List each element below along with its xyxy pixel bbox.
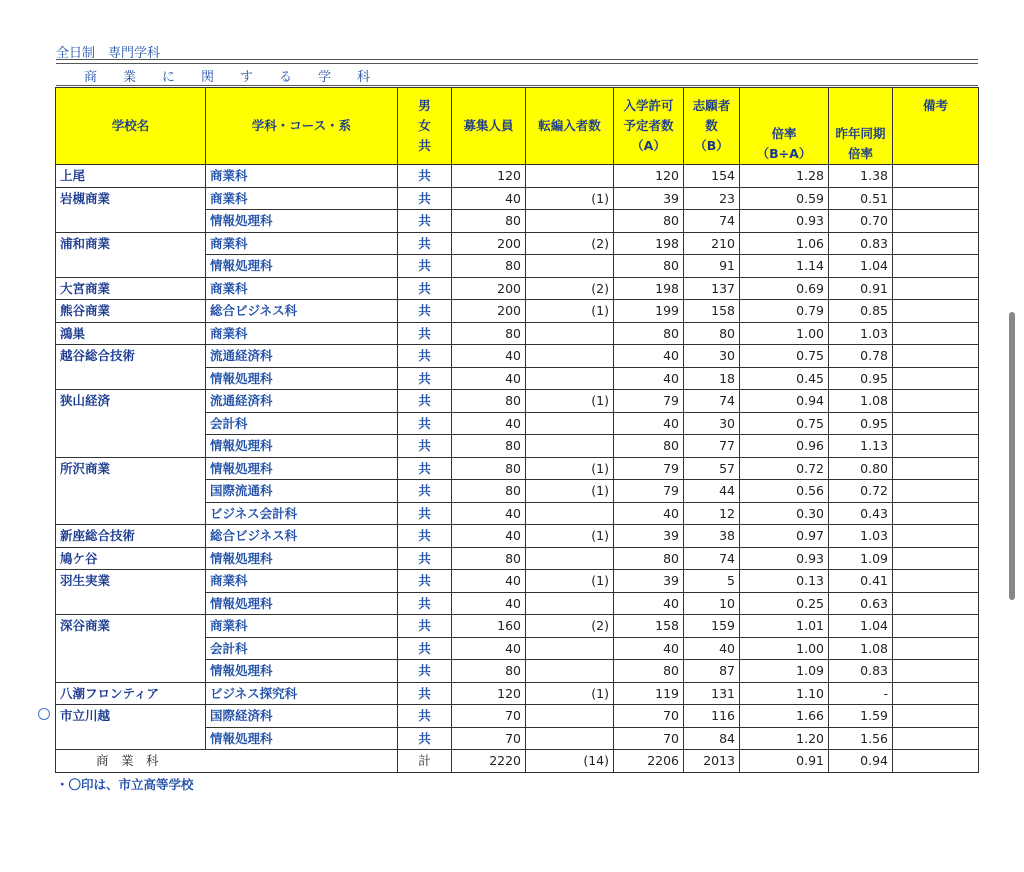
dept-cell: 会計科 — [206, 637, 398, 660]
transfer-cell — [526, 345, 614, 368]
gender-cell: 共 — [398, 637, 452, 660]
gender-cell: 共 — [398, 435, 452, 458]
ratio-cell: 1.10 — [740, 682, 829, 705]
ratio-cell: 1.66 — [740, 705, 829, 728]
gender-cell: 共 — [398, 547, 452, 570]
notes-cell — [893, 502, 979, 525]
prev-ratio-cell: 0.83 — [829, 660, 893, 683]
notes-cell — [893, 525, 979, 548]
gender-cell: 共 — [398, 480, 452, 503]
dept-cell: 流通経済科 — [206, 345, 398, 368]
ratio-cell: 0.25 — [740, 592, 829, 615]
applicants-cell: 87 — [684, 660, 740, 683]
table-row — [56, 345, 979, 368]
transfer-cell: (2) — [526, 277, 614, 300]
table-row — [56, 277, 979, 300]
prev-ratio-cell: 0.95 — [829, 367, 893, 390]
transfer-cell — [526, 322, 614, 345]
dept-cell: ビジネス探究科 — [206, 682, 398, 705]
recruit-cell: 80 — [452, 457, 526, 480]
applicants-cell: 38 — [684, 525, 740, 548]
school-name-cell: 上尾 — [56, 165, 206, 188]
transfer-cell: (1) — [526, 480, 614, 503]
recruit-cell: 120 — [452, 682, 526, 705]
notes-cell — [893, 682, 979, 705]
prev-ratio-cell: 1.56 — [829, 727, 893, 750]
notes-cell — [893, 210, 979, 233]
admit-cell: 80 — [614, 210, 684, 233]
gender-cell: 共 — [398, 525, 452, 548]
ratio-cell: 0.75 — [740, 412, 829, 435]
recruit-cell: 200 — [452, 300, 526, 323]
recruit-cell: 80 — [452, 322, 526, 345]
prev-ratio-cell: 0.95 — [829, 412, 893, 435]
col-gender-header: 男 女 共 — [398, 88, 452, 165]
admit-cell: 120 — [614, 165, 684, 188]
gender-cell: 共 — [398, 682, 452, 705]
table-row — [56, 390, 979, 413]
prev-ratio-cell: 0.85 — [829, 300, 893, 323]
admit-cell: 40 — [614, 412, 684, 435]
header-rule — [56, 59, 978, 60]
gender-cell: 共 — [398, 615, 452, 638]
gender-cell: 共 — [398, 210, 452, 233]
transfer-cell — [526, 412, 614, 435]
applicants-cell: 116 — [684, 705, 740, 728]
transfer-cell: (2) — [526, 232, 614, 255]
total-transfer: (14) — [526, 750, 614, 773]
applicants-cell: 91 — [684, 255, 740, 278]
dept-cell: 国際経済科 — [206, 705, 398, 728]
school-name-cell: 羽生実業 — [56, 570, 206, 615]
table-row — [56, 570, 979, 593]
admit-cell: 40 — [614, 592, 684, 615]
gender-cell: 共 — [398, 727, 452, 750]
gender-cell: 共 — [398, 660, 452, 683]
ratio-cell: 1.06 — [740, 232, 829, 255]
vertical-scrollbar[interactable] — [1009, 312, 1015, 600]
table-row — [56, 232, 979, 255]
gender-cell: 共 — [398, 367, 452, 390]
recruit-cell: 40 — [452, 637, 526, 660]
notes-cell — [893, 435, 979, 458]
dept-cell: 商業科 — [206, 187, 398, 210]
col-ratio-header: 倍率 （B÷A） — [740, 88, 829, 165]
gender-cell: 共 — [398, 502, 452, 525]
prev-ratio-cell: 1.08 — [829, 637, 893, 660]
notes-cell — [893, 165, 979, 188]
applicants-cell: 210 — [684, 232, 740, 255]
school-name-cell: 岩槻商業 — [56, 187, 206, 232]
applicants-cell: 154 — [684, 165, 740, 188]
dept-cell: 情報処理科 — [206, 660, 398, 683]
prev-ratio-cell: 0.72 — [829, 480, 893, 503]
gender-cell: 共 — [398, 390, 452, 413]
recruit-cell: 40 — [452, 570, 526, 593]
dept-cell: 情報処理科 — [206, 367, 398, 390]
applicants-cell: 18 — [684, 367, 740, 390]
prev-ratio-cell: 1.59 — [829, 705, 893, 728]
dept-cell: 国際流通科 — [206, 480, 398, 503]
school-name-cell: 熊谷商業 — [56, 300, 206, 323]
total-row — [56, 750, 979, 773]
table-row — [56, 615, 979, 638]
notes-cell — [893, 300, 979, 323]
notes-cell — [893, 727, 979, 750]
col-prev-header: 昨年同期 倍率 — [829, 88, 893, 165]
table-row — [56, 705, 979, 728]
ratio-cell: 1.14 — [740, 255, 829, 278]
notes-cell — [893, 322, 979, 345]
dept-cell: 情報処理科 — [206, 255, 398, 278]
recruit-cell: 40 — [452, 367, 526, 390]
notes-cell — [893, 660, 979, 683]
ratio-cell: 1.00 — [740, 322, 829, 345]
school-name-cell: 浦和商業 — [56, 232, 206, 277]
transfer-cell: (2) — [526, 615, 614, 638]
recruit-cell: 80 — [452, 660, 526, 683]
school-name-cell: 狭山経済 — [56, 390, 206, 458]
recruit-cell: 70 — [452, 705, 526, 728]
prev-ratio-cell: 1.03 — [829, 322, 893, 345]
ratio-cell: 0.75 — [740, 345, 829, 368]
applicants-cell: 74 — [684, 390, 740, 413]
gender-cell: 共 — [398, 277, 452, 300]
transfer-cell — [526, 367, 614, 390]
recruit-cell: 120 — [452, 165, 526, 188]
section-rule — [56, 85, 978, 86]
gender-cell: 共 — [398, 412, 452, 435]
recruit-cell: 80 — [452, 547, 526, 570]
transfer-cell — [526, 502, 614, 525]
transfer-cell — [526, 705, 614, 728]
school-name-cell: 新座総合技術 — [56, 525, 206, 548]
dept-cell: 情報処理科 — [206, 435, 398, 458]
prev-ratio-cell: 0.41 — [829, 570, 893, 593]
admit-cell: 198 — [614, 232, 684, 255]
applicants-cell: 158 — [684, 300, 740, 323]
gender-cell: 共 — [398, 165, 452, 188]
recruit-cell: 200 — [452, 232, 526, 255]
dept-cell: 流通経済科 — [206, 390, 398, 413]
prev-ratio-cell: 1.09 — [829, 547, 893, 570]
table-header-row — [56, 88, 979, 165]
applicants-cell: 159 — [684, 615, 740, 638]
transfer-cell — [526, 660, 614, 683]
transfer-cell: (1) — [526, 457, 614, 480]
dept-cell: 情報処理科 — [206, 727, 398, 750]
admit-cell: 40 — [614, 637, 684, 660]
prev-ratio-cell: 0.91 — [829, 277, 893, 300]
col-applicants-header: 志願者 数 （B） — [684, 88, 740, 165]
admit-cell: 80 — [614, 547, 684, 570]
admit-cell: 199 — [614, 300, 684, 323]
transfer-cell — [526, 592, 614, 615]
recruit-cell: 40 — [452, 502, 526, 525]
transfer-cell — [526, 210, 614, 233]
applicants-cell: 44 — [684, 480, 740, 503]
school-name-cell: 所沢商業 — [56, 457, 206, 525]
col-notes-header: 備考 — [893, 88, 979, 165]
ratio-cell: 0.69 — [740, 277, 829, 300]
ratio-cell: 1.00 — [740, 637, 829, 660]
table-row — [56, 165, 979, 188]
total-prev: 0.94 — [829, 750, 893, 773]
recruit-cell: 40 — [452, 187, 526, 210]
notes-cell — [893, 255, 979, 278]
prev-ratio-cell: 1.13 — [829, 435, 893, 458]
applicants-cell: 5 — [684, 570, 740, 593]
transfer-cell: (1) — [526, 300, 614, 323]
notes-cell — [893, 457, 979, 480]
transfer-cell: (1) — [526, 525, 614, 548]
total-kei: 計 — [398, 750, 452, 773]
applicants-cell: 30 — [684, 412, 740, 435]
table-row — [56, 322, 979, 345]
applicants-cell: 80 — [684, 322, 740, 345]
col-recruit-header: 募集人員 — [452, 88, 526, 165]
transfer-cell: (1) — [526, 187, 614, 210]
ratio-cell: 0.93 — [740, 547, 829, 570]
school-name-cell: 大宮商業 — [56, 277, 206, 300]
notes-cell — [893, 345, 979, 368]
ratio-cell: 0.96 — [740, 435, 829, 458]
prev-ratio-cell: 0.63 — [829, 592, 893, 615]
recruit-cell: 40 — [452, 592, 526, 615]
admit-cell: 79 — [614, 480, 684, 503]
recruit-cell: 80 — [452, 480, 526, 503]
dept-cell: 情報処理科 — [206, 592, 398, 615]
admissions-table — [55, 87, 979, 773]
applicants-cell: 84 — [684, 727, 740, 750]
applicants-cell: 74 — [684, 210, 740, 233]
prev-ratio-cell: 0.78 — [829, 345, 893, 368]
gender-cell: 共 — [398, 592, 452, 615]
total-notes — [893, 750, 979, 773]
recruit-cell: 80 — [452, 210, 526, 233]
prev-ratio-cell: - — [829, 682, 893, 705]
notes-cell — [893, 570, 979, 593]
dept-cell: 情報処理科 — [206, 457, 398, 480]
admit-cell: 39 — [614, 570, 684, 593]
table-row — [56, 187, 979, 210]
prev-ratio-cell: 0.43 — [829, 502, 893, 525]
ratio-cell: 1.01 — [740, 615, 829, 638]
school-name-cell: 鴻巣 — [56, 322, 206, 345]
dept-cell: 会計科 — [206, 412, 398, 435]
prev-ratio-cell: 1.38 — [829, 165, 893, 188]
school-name-cell: 深谷商業 — [56, 615, 206, 683]
notes-cell — [893, 187, 979, 210]
recruit-cell: 160 — [452, 615, 526, 638]
admit-cell: 40 — [614, 367, 684, 390]
dept-cell: ビジネス会計科 — [206, 502, 398, 525]
dept-cell: 情報処理科 — [206, 547, 398, 570]
gender-cell: 共 — [398, 232, 452, 255]
section-title: 商業に関する学科 — [84, 70, 397, 85]
transfer-cell — [526, 435, 614, 458]
dept-cell: 商業科 — [206, 232, 398, 255]
admit-cell: 70 — [614, 727, 684, 750]
total-label: 商 業 科 — [56, 750, 398, 773]
prev-ratio-cell: 0.80 — [829, 457, 893, 480]
prev-ratio-cell: 0.51 — [829, 187, 893, 210]
admit-cell: 119 — [614, 682, 684, 705]
gender-cell: 共 — [398, 300, 452, 323]
ratio-cell: 0.56 — [740, 480, 829, 503]
transfer-cell — [526, 255, 614, 278]
ratio-cell: 0.59 — [740, 187, 829, 210]
ratio-cell: 0.79 — [740, 300, 829, 323]
footnote: ・〇印は、市立高等学校 — [56, 777, 194, 792]
transfer-cell — [526, 637, 614, 660]
table-row — [56, 300, 979, 323]
ratio-cell: 0.93 — [740, 210, 829, 233]
notes-cell — [893, 705, 979, 728]
dept-cell: 商業科 — [206, 322, 398, 345]
dept-cell: 総合ビジネス科 — [206, 300, 398, 323]
admit-cell: 70 — [614, 705, 684, 728]
applicants-cell: 23 — [684, 187, 740, 210]
applicants-cell: 74 — [684, 547, 740, 570]
total-recruit: 2220 — [452, 750, 526, 773]
recruit-cell: 40 — [452, 345, 526, 368]
dept-cell: 商業科 — [206, 615, 398, 638]
admit-cell: 79 — [614, 390, 684, 413]
applicants-cell: 137 — [684, 277, 740, 300]
notes-cell — [893, 390, 979, 413]
applicants-cell: 77 — [684, 435, 740, 458]
applicants-cell: 10 — [684, 592, 740, 615]
col-school-header: 学校名 — [56, 88, 206, 165]
gender-cell: 共 — [398, 570, 452, 593]
ratio-cell: 1.28 — [740, 165, 829, 188]
recruit-cell: 200 — [452, 277, 526, 300]
table-row — [56, 682, 979, 705]
prev-ratio-cell: 1.04 — [829, 615, 893, 638]
prev-ratio-cell: 1.04 — [829, 255, 893, 278]
notes-cell — [893, 412, 979, 435]
gender-cell: 共 — [398, 457, 452, 480]
notes-cell — [893, 367, 979, 390]
municipal-school-marker — [38, 708, 50, 720]
total-applicants: 2013 — [684, 750, 740, 773]
col-dept-header: 学科・コース・系 — [206, 88, 398, 165]
applicants-cell: 131 — [684, 682, 740, 705]
notes-cell — [893, 277, 979, 300]
col-admit-header: 入学許可 予定者数 （A） — [614, 88, 684, 165]
total-ratio: 0.91 — [740, 750, 829, 773]
ratio-cell: 1.20 — [740, 727, 829, 750]
dept-cell: 商業科 — [206, 165, 398, 188]
prev-ratio-cell: 0.83 — [829, 232, 893, 255]
table-row — [56, 525, 979, 548]
admit-cell: 40 — [614, 345, 684, 368]
transfer-cell — [526, 547, 614, 570]
admit-cell: 39 — [614, 187, 684, 210]
admit-cell: 80 — [614, 435, 684, 458]
applicants-cell: 12 — [684, 502, 740, 525]
applicants-cell: 40 — [684, 637, 740, 660]
school-name-cell: 鳩ケ谷 — [56, 547, 206, 570]
prev-ratio-cell: 0.70 — [829, 210, 893, 233]
recruit-cell: 80 — [452, 435, 526, 458]
notes-cell — [893, 615, 979, 638]
table-row — [56, 457, 979, 480]
dept-cell: 商業科 — [206, 570, 398, 593]
transfer-cell — [526, 165, 614, 188]
notes-cell — [893, 637, 979, 660]
gender-cell: 共 — [398, 345, 452, 368]
prev-ratio-cell: 1.03 — [829, 525, 893, 548]
admit-cell: 198 — [614, 277, 684, 300]
page-category-label: 全日制 専門学科 — [56, 46, 161, 61]
header-rule-double — [56, 63, 978, 64]
recruit-cell: 80 — [452, 255, 526, 278]
dept-cell: 総合ビジネス科 — [206, 525, 398, 548]
ratio-cell: 1.09 — [740, 660, 829, 683]
recruit-cell: 80 — [452, 390, 526, 413]
total-admit: 2206 — [614, 750, 684, 773]
prev-ratio-cell: 1.08 — [829, 390, 893, 413]
dept-cell: 商業科 — [206, 277, 398, 300]
applicants-cell: 57 — [684, 457, 740, 480]
applicants-cell: 30 — [684, 345, 740, 368]
school-name-cell: 越谷総合技術 — [56, 345, 206, 390]
transfer-cell — [526, 727, 614, 750]
admit-cell: 79 — [614, 457, 684, 480]
transfer-cell: (1) — [526, 570, 614, 593]
recruit-cell: 40 — [452, 412, 526, 435]
ratio-cell: 0.13 — [740, 570, 829, 593]
admit-cell: 80 — [614, 255, 684, 278]
table-row — [56, 547, 979, 570]
gender-cell: 共 — [398, 255, 452, 278]
ratio-cell: 0.45 — [740, 367, 829, 390]
admit-cell: 80 — [614, 660, 684, 683]
notes-cell — [893, 232, 979, 255]
gender-cell: 共 — [398, 705, 452, 728]
gender-cell: 共 — [398, 322, 452, 345]
ratio-cell: 0.94 — [740, 390, 829, 413]
recruit-cell: 40 — [452, 525, 526, 548]
recruit-cell: 70 — [452, 727, 526, 750]
admit-cell: 39 — [614, 525, 684, 548]
col-transfer-header: 転編入者数 — [526, 88, 614, 165]
transfer-cell: (1) — [526, 390, 614, 413]
notes-cell — [893, 480, 979, 503]
transfer-cell: (1) — [526, 682, 614, 705]
admit-cell: 40 — [614, 502, 684, 525]
school-name-cell: 八潮フロンティア — [56, 682, 206, 705]
ratio-cell: 0.30 — [740, 502, 829, 525]
gender-cell: 共 — [398, 187, 452, 210]
school-name-cell: 市立川越 — [56, 705, 206, 750]
dept-cell: 情報処理科 — [206, 210, 398, 233]
admit-cell: 158 — [614, 615, 684, 638]
ratio-cell: 0.97 — [740, 525, 829, 548]
admit-cell: 80 — [614, 322, 684, 345]
ratio-cell: 0.72 — [740, 457, 829, 480]
notes-cell — [893, 547, 979, 570]
notes-cell — [893, 592, 979, 615]
